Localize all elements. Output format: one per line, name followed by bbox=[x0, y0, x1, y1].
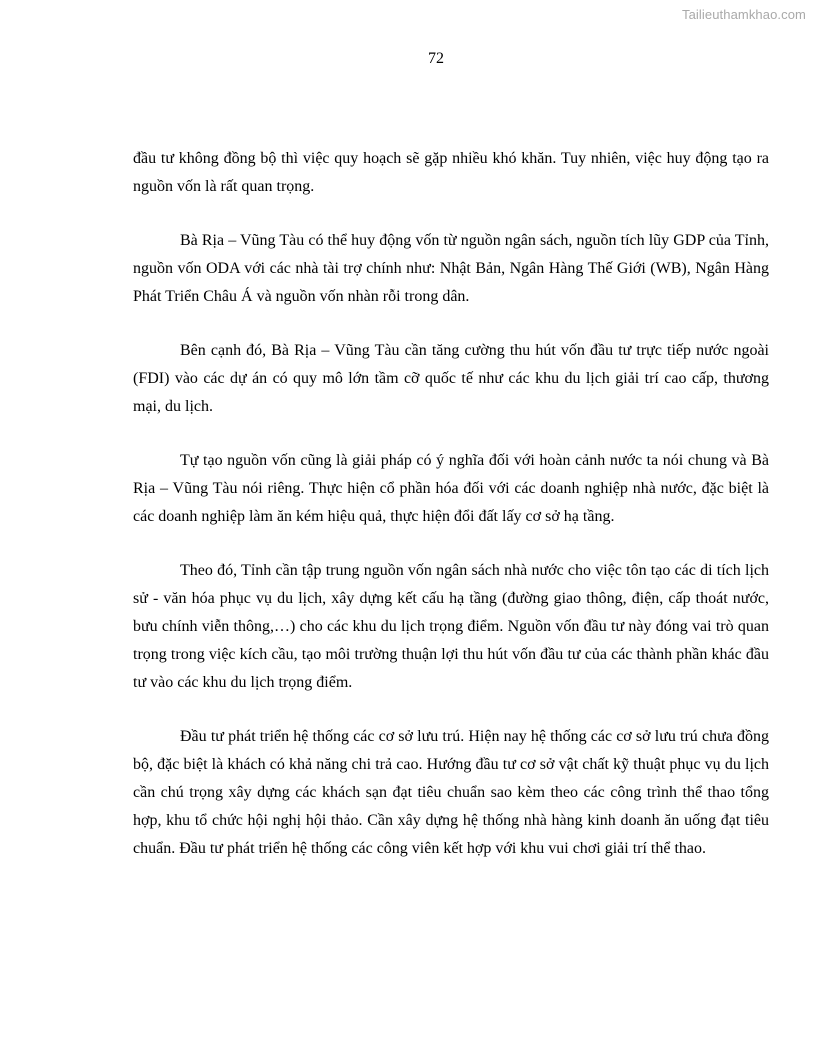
document-body bbox=[133, 145, 769, 889]
page-number: 72 bbox=[428, 50, 444, 67]
paragraph-state-budget: Theo đó, Tỉnh cần tập trung nguồn vốn ngân sách nhà nước cho việc tôn tạo các di tích lịch sử - văn hóa phục vụ du lịch, xây dựng kết cấu hạ tầng (đường giao thông, điện, cấp thoát nước, bưu chính viễn thông,…) cho các khu du lịch trọng điểm. Nguồn vốn đầu tư này đóng vai trò quan trọng trong việc kích cầu, tạo môi trường thuận lợi thu hút vốn đầu tư của các thành phần khác đầu tư vào các khu du lịch trọng điểm. bbox=[133, 562, 769, 691]
paragraph-accommodation: Đầu tư phát triển hệ thống các cơ sở lưu trú. Hiện nay hệ thống các cơ sở lưu trú chưa đồng bộ, đặc biệt là khách có khả năng chi trả cao. Hướng đầu tư cơ sở vật chất kỹ thuật phục vụ du lịch cần chú trọng xây dựng các khách sạn đạt tiêu chuẩn sao kèm theo các công trình thể thao tổng hợp, khu tổ chức hội nghị hội thảo. Cần xây dựng hệ thống nhà hàng kinh doanh ăn uống đạt tiêu chuẩn. Đầu tư phát triển hệ thống các công viên kết hợp với khu vui chơi giải trí thể thao. bbox=[133, 728, 769, 857]
paragraph-continuation: đầu tư không đồng bộ thì việc quy hoạch sẽ gặp nhiều khó khăn. Tuy nhiên, việc huy động tạo ra nguồn vốn là rất quan trọng. bbox=[133, 150, 769, 195]
paragraph-fdi: Bên cạnh đó, Bà Rịa – Vũng Tàu cần tăng cường thu hút vốn đầu tư trực tiếp nước ngoài (FDI) vào các dự án có quy mô lớn tầm cỡ quốc tế như các khu du lịch giải trí cao cấp, thương mại, du lịch. bbox=[133, 342, 769, 415]
paragraph-funding-sources: Bà Rịa – Vũng Tàu có thể huy động vốn từ nguồn ngân sách, nguồn tích lũy GDP của Tỉnh, nguồn vốn ODA với các nhà tài trợ chính như: Nhật Bản, Ngân Hàng Thế Giới (WB), Ngân Hàng Phát Triển Châu Á và nguồn vốn nhàn rỗi trong dân. bbox=[133, 232, 769, 305]
watermark: Tailieuthamkhao.com bbox=[681, 7, 806, 22]
paragraph-self-funding: Tự tạo nguồn vốn cũng là giải pháp có ý nghĩa đối với hoàn cảnh nước ta nói chung và Bà Rịa – Vũng Tàu nói riêng. Thực hiện cổ phần hóa đối với các doanh nghiệp nhà nước, đặc biệt là các doanh nghiệp làm ăn kém hiệu quả, thực hiện đổi đất lấy cơ sở hạ tầng. bbox=[133, 452, 769, 525]
